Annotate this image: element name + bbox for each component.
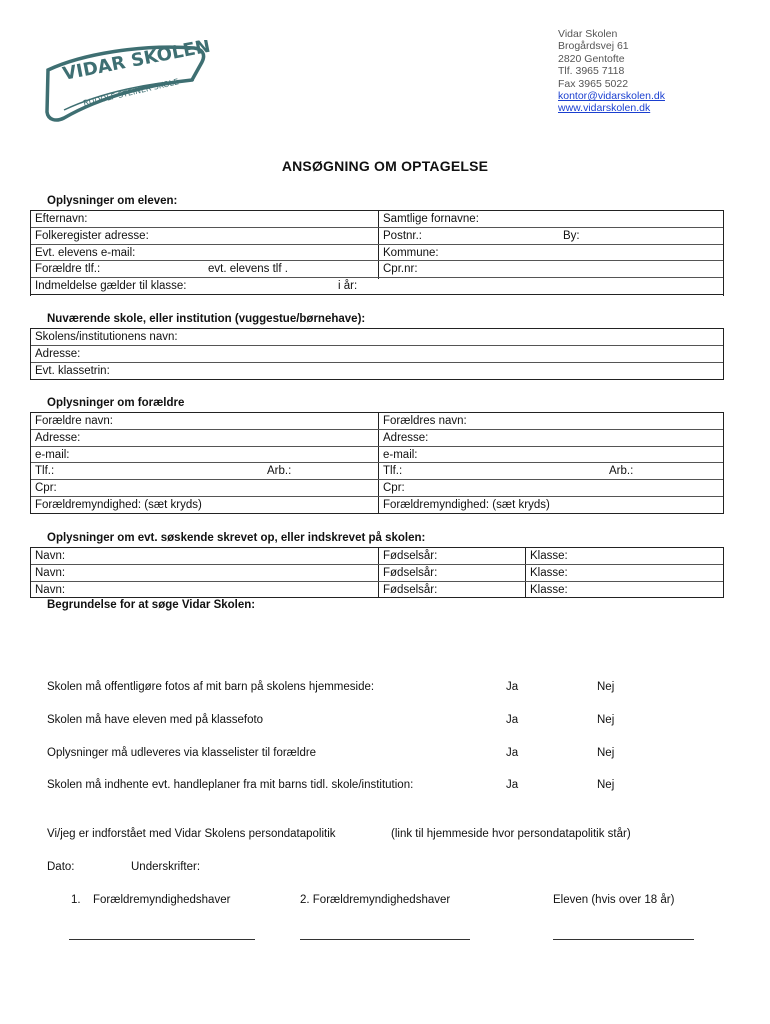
consent-question: Skolen må have eleven med på klassefoto bbox=[47, 714, 264, 726]
consent-no-option[interactable]: Nej bbox=[597, 747, 615, 759]
page-title: ANSØGNING OM OPTAGELSE bbox=[281, 158, 489, 174]
sibling-name-field[interactable]: Navn: bbox=[35, 566, 66, 579]
parents-row-2 bbox=[31, 430, 723, 447]
aar-field[interactable]: i år: bbox=[338, 280, 358, 293]
consent-no-option[interactable]: Nej bbox=[597, 681, 615, 693]
privacy-link[interactable]: (link til hjemmeside hvor persondatapolitik står) bbox=[391, 828, 631, 840]
school-heading: Nuværende skole, eller institution (vuggestue/børnehave): bbox=[47, 313, 366, 325]
parent1-email-field[interactable]: e-mail: bbox=[35, 448, 70, 461]
parents-table bbox=[30, 412, 724, 514]
elev-email-field[interactable]: Evt. elevens e-mail: bbox=[35, 246, 136, 259]
school-row-3 bbox=[31, 363, 723, 380]
postnr-field[interactable]: Postnr.: bbox=[383, 229, 422, 242]
consent-question: Oplysninger må udleveres via klasselister til forældre bbox=[47, 747, 317, 759]
parent1-cpr-field[interactable]: Cpr: bbox=[35, 482, 57, 495]
sibling-name-field[interactable]: Navn: bbox=[35, 550, 66, 562]
klasse-field[interactable]: Indmeldelse gælder til klasse: bbox=[35, 280, 187, 293]
contact-city: 2820 Gentofte bbox=[558, 52, 625, 65]
parent2-name-field[interactable]: Forældres navn: bbox=[383, 415, 467, 427]
consent-no-option[interactable]: Nej bbox=[597, 779, 615, 791]
contact-name: Vidar Skolen bbox=[558, 28, 618, 40]
logo-title: VIDAR SKOLEN bbox=[60, 40, 212, 85]
school-row-2 bbox=[31, 346, 723, 363]
parent1-address-field[interactable]: Adresse: bbox=[35, 431, 81, 444]
contact-email-link[interactable]: kontor@vidarskolen.dk bbox=[558, 90, 665, 103]
sibling-birthyear-field[interactable]: Fødselsår: bbox=[383, 583, 438, 596]
signer-student-label: Eleven (hvis over 18 år) bbox=[553, 894, 675, 906]
sibling-birthyear-field[interactable]: Fødselsår: bbox=[383, 566, 438, 579]
contact-fax: Fax 3965 5022 bbox=[558, 77, 629, 90]
consent-yes-option[interactable]: Ja bbox=[506, 779, 519, 791]
consent-question: Skolen må indhente evt. handleplaner fra mit barns tidl. skole/institution: bbox=[47, 779, 414, 791]
kommune-field[interactable]: Kommune: bbox=[383, 246, 439, 259]
sibling-birthyear-field[interactable]: Fødselsår: bbox=[383, 550, 438, 562]
sibling-row bbox=[31, 565, 723, 582]
parents-row-5 bbox=[31, 480, 723, 497]
parent2-phone-field[interactable]: Tlf.: bbox=[383, 465, 403, 478]
student-row-4 bbox=[31, 261, 723, 278]
parents-row-3 bbox=[31, 447, 723, 464]
signature-line-1[interactable] bbox=[69, 939, 255, 940]
school-row-1 bbox=[31, 329, 723, 346]
sibling-class-field[interactable]: Klasse: bbox=[530, 583, 568, 596]
consent-no-option[interactable]: Nej bbox=[597, 714, 615, 726]
elev-tlf-field[interactable]: evt. elevens tlf . bbox=[208, 263, 288, 276]
contact-phone: Tlf. 3965 7118 bbox=[558, 65, 625, 78]
student-heading: Oplysninger om eleven: bbox=[47, 195, 178, 207]
efternavn-field[interactable]: Efternavn: bbox=[35, 213, 88, 225]
parent2-email-field[interactable]: e-mail: bbox=[383, 448, 418, 461]
klassetrin-field[interactable]: Evt. klassetrin: bbox=[35, 364, 110, 377]
sibling-row bbox=[31, 548, 723, 565]
student-table bbox=[30, 210, 724, 296]
parent1-custody-field[interactable]: Forældremyndighed: (sæt kryds) bbox=[35, 498, 202, 511]
date-label: Dato: bbox=[47, 861, 75, 873]
reason-heading: Begrundelse for at søge Vidar Skolen: bbox=[47, 599, 256, 611]
siblings-heading: Oplysninger om evt. søskende skrevet op, eller indskrevet på skolen: bbox=[47, 532, 426, 544]
institution-address-field[interactable]: Adresse: bbox=[35, 347, 81, 360]
consent-yes-option[interactable]: Ja bbox=[506, 714, 519, 726]
signer-2-label: 2. Forældremyndighedshaver bbox=[300, 894, 451, 906]
student-row-2 bbox=[31, 228, 723, 245]
foraeldre-tlf-field[interactable]: Forældre tlf.: bbox=[35, 263, 101, 276]
sibling-name-field[interactable]: Navn: bbox=[35, 583, 66, 596]
parents-row-4 bbox=[31, 463, 723, 480]
contact-street: Brogårdsvej 61 bbox=[558, 40, 629, 53]
school-logo bbox=[42, 40, 212, 126]
siblings-table bbox=[30, 547, 724, 598]
contact-block bbox=[558, 28, 665, 115]
signer-1-label: Forældremyndighedshaver bbox=[93, 894, 231, 906]
parent1-work-field[interactable]: Arb.: bbox=[267, 465, 292, 478]
parent1-name-field[interactable]: Forældre navn: bbox=[35, 415, 113, 427]
adresse-field[interactable]: Folkeregister adresse: bbox=[35, 229, 149, 242]
parent2-address-field[interactable]: Adresse: bbox=[383, 431, 429, 444]
parent2-cpr-field[interactable]: Cpr: bbox=[383, 482, 405, 495]
parents-row-1 bbox=[31, 413, 723, 430]
sibling-class-field[interactable]: Klasse: bbox=[530, 550, 568, 562]
parents-heading: Oplysninger om forældre bbox=[47, 397, 185, 409]
consent-question: Skolen må offentligøre fotos af mit barn på skolens hjemmeside: bbox=[47, 681, 375, 693]
fornavne-field[interactable]: Samtlige fornavne: bbox=[383, 213, 479, 225]
signature-line-2[interactable] bbox=[300, 939, 470, 940]
logo-badge-icon bbox=[42, 40, 212, 126]
parent2-work-field[interactable]: Arb.: bbox=[609, 465, 634, 478]
student-row-5 bbox=[31, 278, 723, 295]
signature-line-student[interactable] bbox=[553, 939, 694, 940]
parent1-phone-field[interactable]: Tlf.: bbox=[35, 465, 55, 478]
parents-row-6 bbox=[31, 497, 723, 514]
privacy-statement: Vi/jeg er indforstået med Vidar Skolens persondatapolitik bbox=[47, 828, 336, 840]
parent2-custody-field[interactable]: Forældremyndighed: (sæt kryds) bbox=[383, 498, 550, 511]
institution-name-field[interactable]: Skolens/institutionens navn: bbox=[35, 331, 178, 343]
school-table bbox=[30, 328, 724, 380]
student-row-1 bbox=[31, 211, 723, 228]
signatures-label: Underskrifter: bbox=[131, 861, 201, 873]
logo-subtitle: RUDOLF STEINER SKOLE bbox=[82, 77, 180, 108]
consent-yes-option[interactable]: Ja bbox=[506, 681, 519, 693]
sibling-row bbox=[31, 582, 723, 599]
cpr-field[interactable]: Cpr.nr: bbox=[383, 263, 418, 276]
signer-1-number: 1. bbox=[71, 894, 81, 906]
by-field[interactable]: By: bbox=[563, 229, 580, 242]
consent-yes-option[interactable]: Ja bbox=[506, 747, 519, 759]
student-row-3 bbox=[31, 245, 723, 262]
contact-web-link[interactable]: www.vidarskolen.dk bbox=[558, 102, 651, 115]
sibling-class-field[interactable]: Klasse: bbox=[530, 566, 568, 579]
